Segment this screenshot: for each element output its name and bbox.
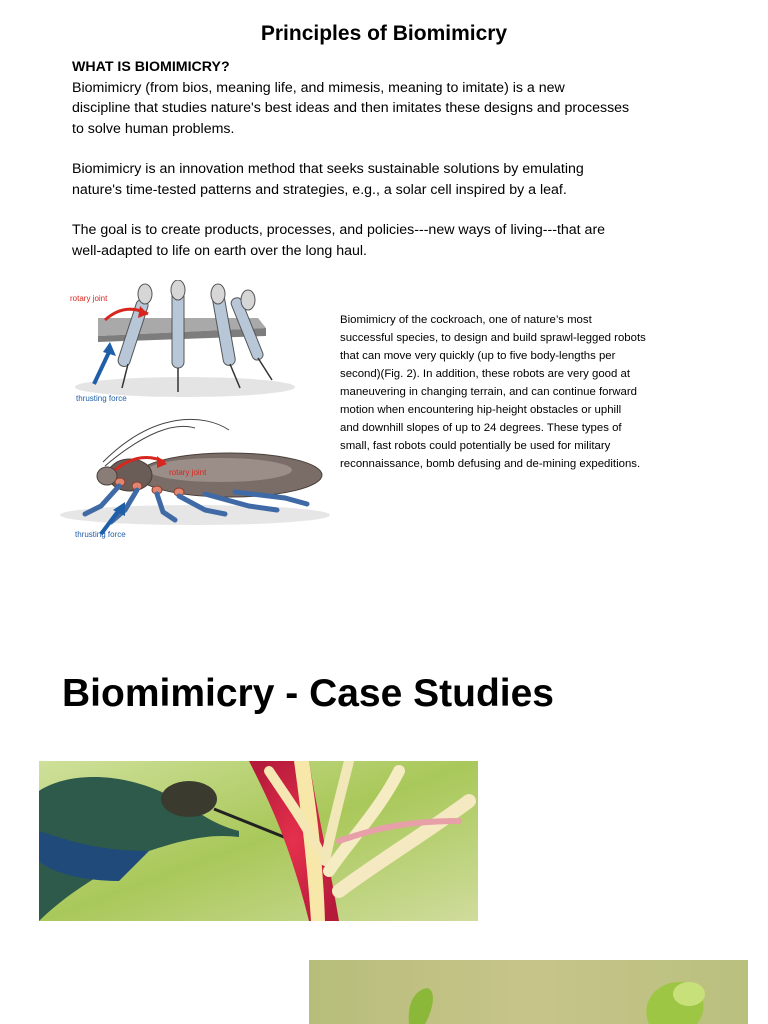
intro-section — [72, 57, 692, 139]
paragraph-line: nature's time-tested patterns and strategies, e.g., a solar cell inspired by a leaf. — [72, 181, 567, 198]
caption-line: small, fast robots could potentially be used for military — [340, 440, 611, 452]
plant-image — [309, 960, 748, 1024]
caption-line: maneuvering in changing terrain, and can continue forward — [340, 386, 637, 398]
paragraph-line: Biomimicry is an innovation method that seeks sustainable solutions by emulating — [72, 161, 584, 177]
hummingbird-image — [39, 761, 478, 921]
intro-line: Biomimicry (from bios, meaning life, and mimesis, meaning to imitate) is a new — [72, 79, 565, 96]
robot-illustration — [60, 280, 300, 410]
case-studies-title: Biomimicry - Case Studies — [62, 672, 554, 715]
intro-line: discipline that studies nature's best ideas and then imitates these designs and processes — [72, 100, 630, 116]
caption-line: second)(Fig. 2). In addition, these robots are very good at — [340, 368, 630, 380]
caption-line: and downhill slopes of up to 24 degrees. These types of — [340, 422, 622, 434]
plant-photo — [309, 960, 748, 1024]
intro-heading: WHAT IS BIOMIMICRY? — [72, 59, 230, 75]
intro-line: to solve human problems. — [72, 120, 235, 137]
caption-line: that can move very quickly (up to five body-lengths per — [340, 350, 616, 362]
rotary-joint-label: rotary joint — [70, 294, 108, 303]
paragraph-line: The goal is to create products, processes, and policies---new ways of living---that are — [72, 222, 606, 238]
thrusting-force-label: thrusting force — [76, 394, 127, 403]
caption-line: successful species, to design and build sprawl-legged robots — [340, 332, 646, 344]
thrusting-force-label: thrusting force — [75, 530, 126, 539]
caption-line: Biomimicry of the cockroach, one of nature’s most — [340, 314, 592, 326]
hummingbird-photo — [39, 761, 478, 921]
cockroach-illustration — [45, 410, 335, 545]
figure-caption — [340, 311, 710, 473]
caption-line: motion when encountering hip-height obstacles or uphill — [340, 404, 622, 416]
goal-paragraph — [72, 220, 692, 261]
paragraph-line: well-adapted to life on earth over the long haul. — [72, 242, 367, 259]
page-title: Principles of Biomimicry — [260, 22, 508, 45]
caption-line: reconnaissance, bomb defusing and de-mining expeditions. — [340, 458, 641, 470]
rotary-joint-label: rotary joint — [169, 468, 207, 477]
innovation-paragraph — [72, 159, 692, 200]
